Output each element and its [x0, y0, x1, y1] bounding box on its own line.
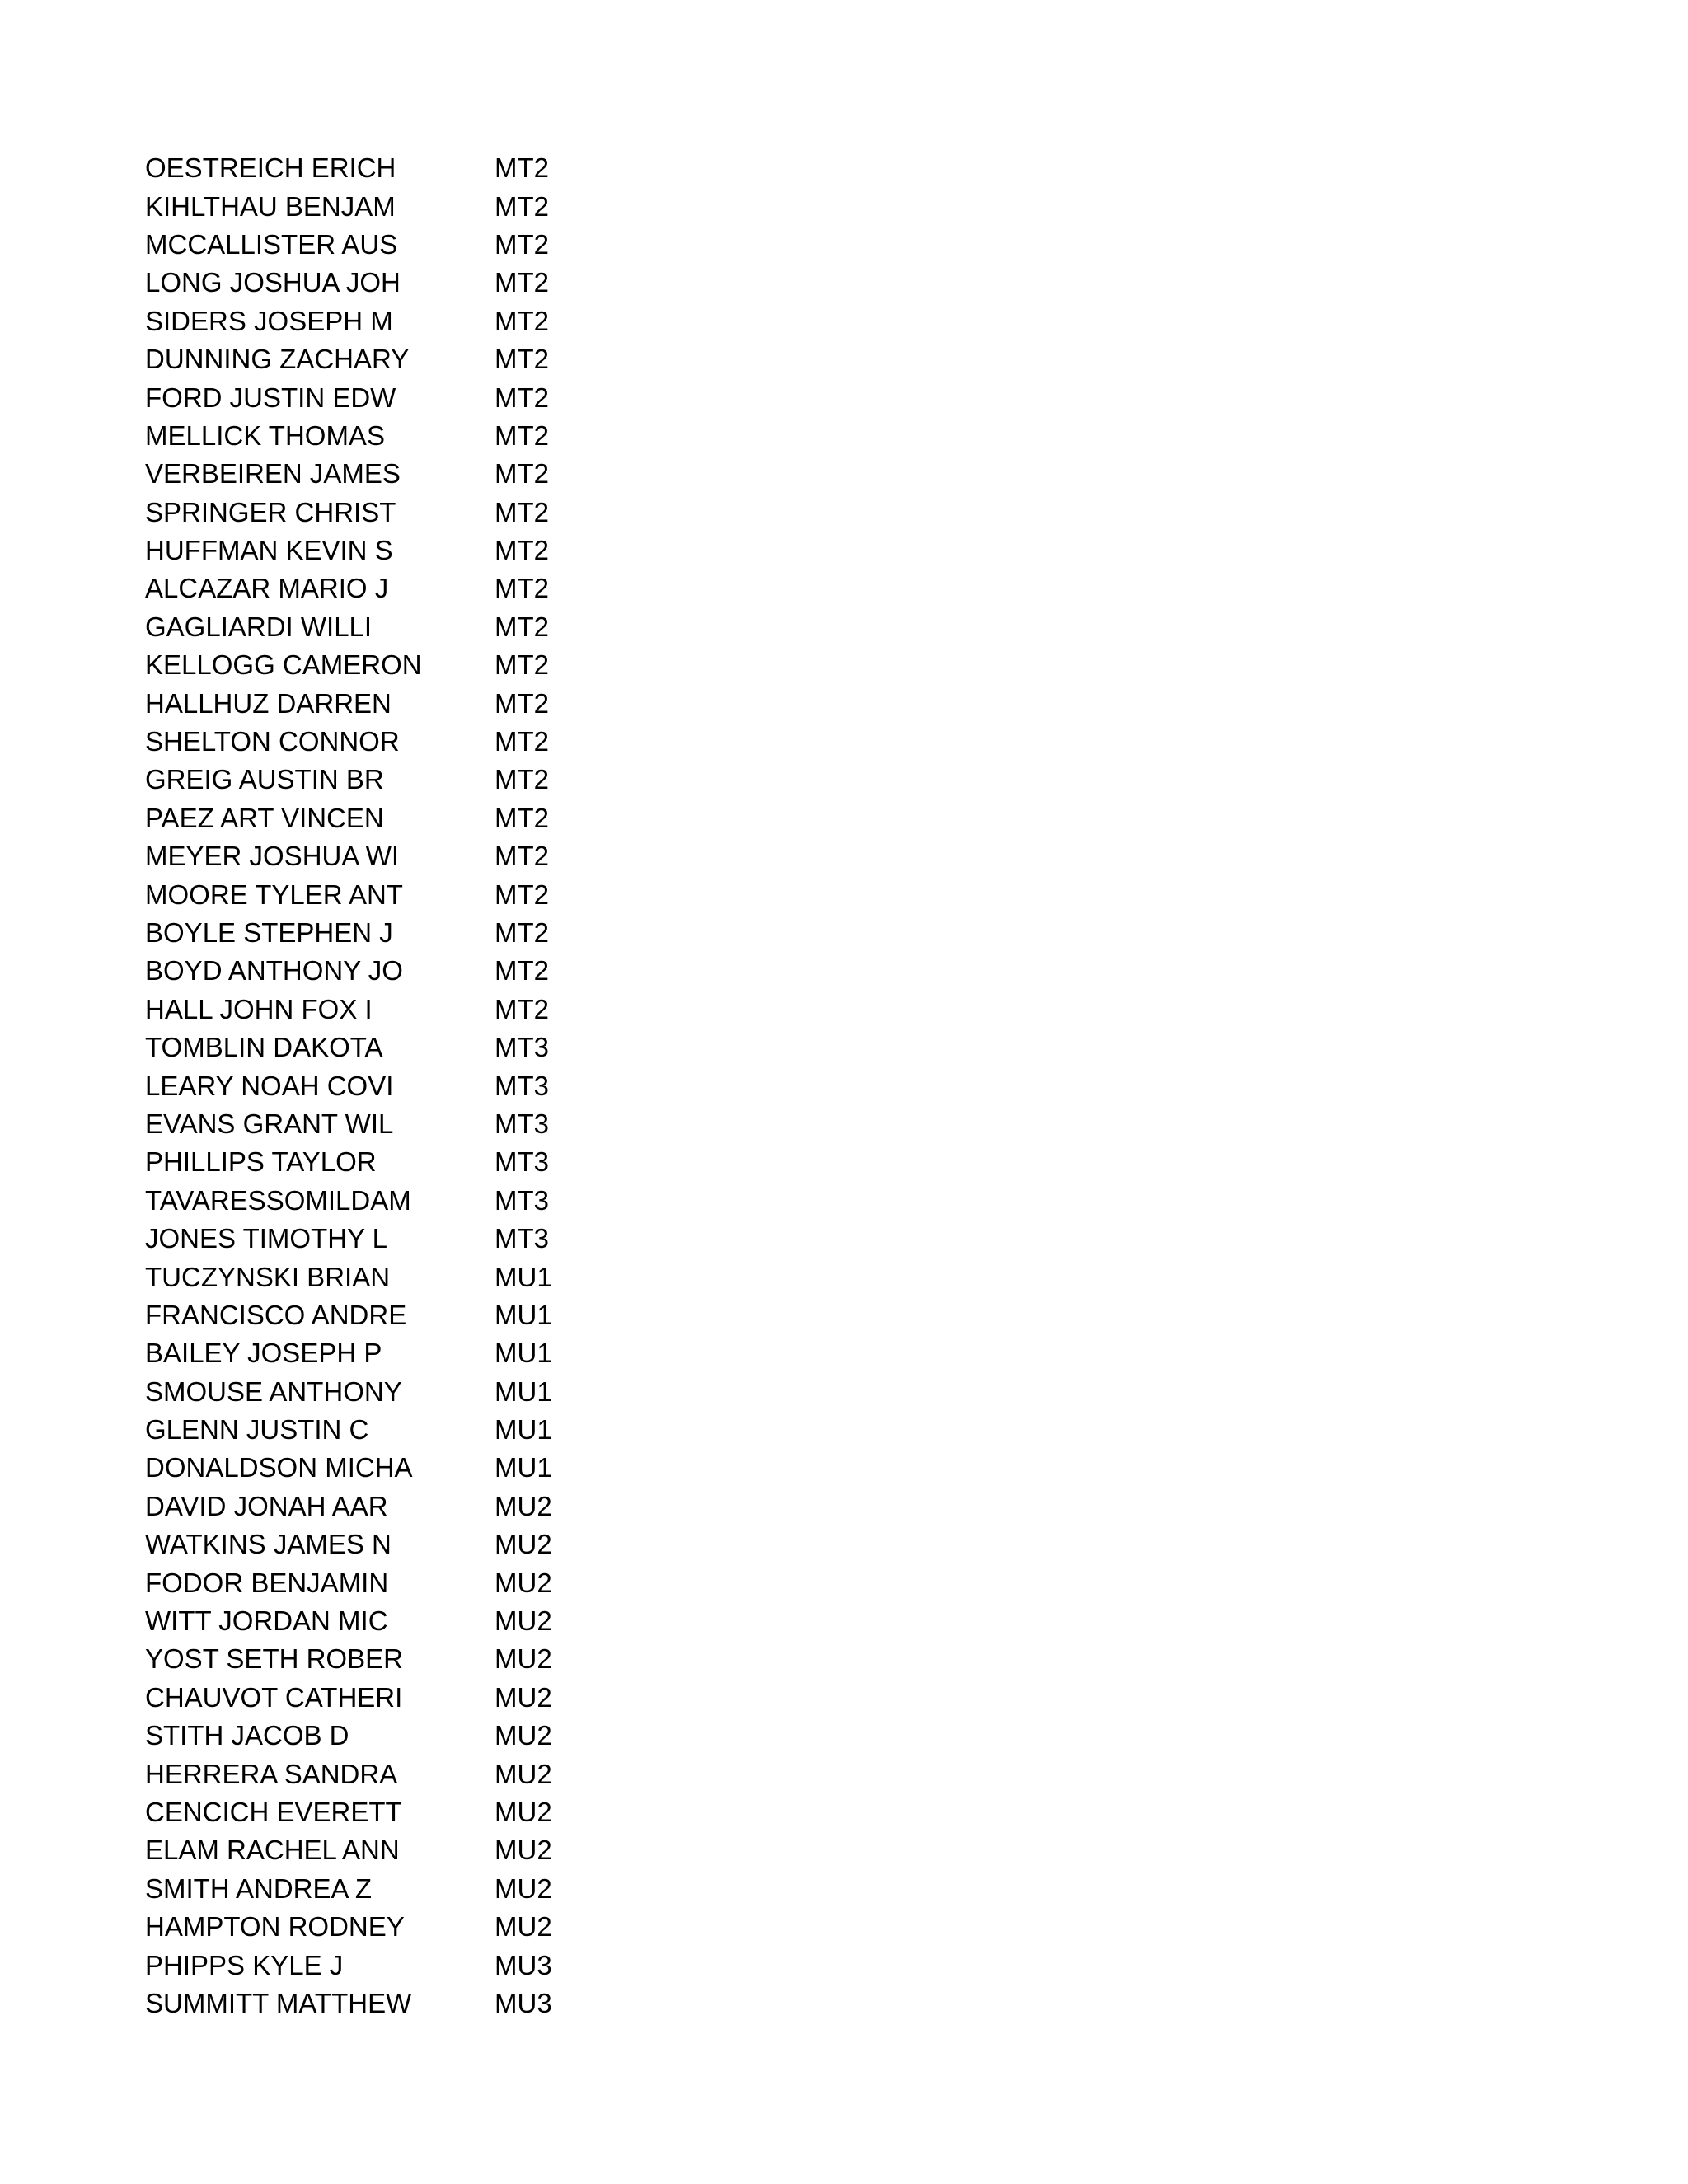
member-name: GREIG AUSTIN BR	[145, 764, 384, 795]
rate-code: MU2	[495, 1720, 552, 1751]
member-name: VERBEIREN JAMES	[145, 458, 401, 490]
roster-row	[145, 1373, 722, 1411]
member-name: DAVID JONAH AAR	[145, 1490, 388, 1521]
roster-row	[145, 569, 722, 607]
rate-code: MT2	[495, 228, 549, 260]
member-name: BOYLE STEPHEN J	[145, 917, 393, 948]
member-name: HUFFMAN KEVIN S	[145, 535, 393, 566]
rate-code: MT2	[495, 764, 549, 795]
roster-row	[145, 646, 722, 684]
member-name: YOST SETH ROBER	[145, 1643, 403, 1675]
member-name: OESTREICH ERICH	[145, 152, 396, 184]
member-name: BAILEY JOSEPH P	[145, 1338, 382, 1369]
roster-row	[145, 799, 722, 837]
rate-code: MT2	[495, 458, 549, 490]
member-name: ELAM RACHEL ANN	[145, 1835, 400, 1866]
rate-code: MT2	[495, 841, 549, 872]
member-name: PHILLIPS TAYLOR	[145, 1146, 377, 1178]
roster-row	[145, 1526, 722, 1563]
roster-row	[145, 1946, 722, 1984]
rate-code: MT2	[495, 267, 549, 298]
roster-row	[145, 302, 722, 340]
roster-row	[145, 187, 722, 225]
member-name: HALL JOHN FOX I	[145, 993, 373, 1024]
roster-row	[145, 378, 722, 416]
rate-code: MT2	[495, 955, 549, 987]
member-name: SHELTON CONNOR	[145, 726, 400, 757]
member-name: GLENN JUSTIN C	[145, 1414, 369, 1446]
roster-row	[145, 1488, 722, 1526]
member-name: DUNNING ZACHARY	[145, 344, 410, 375]
roster-row	[145, 1334, 722, 1372]
rate-code: MU2	[495, 1490, 552, 1521]
rate-code: MU2	[495, 1567, 552, 1598]
rate-code: MU2	[495, 1681, 552, 1713]
member-name: JONES TIMOTHY L	[145, 1223, 388, 1254]
roster-row	[145, 494, 722, 532]
rate-code: MU2	[495, 1758, 552, 1789]
roster-row	[145, 1411, 722, 1449]
member-name: FODOR BENJAMIN	[145, 1567, 389, 1598]
roster-row	[145, 1640, 722, 1678]
roster-row	[145, 1870, 722, 1908]
rate-code: MT3	[495, 1146, 549, 1178]
member-name: HALLHUZ DARREN	[145, 687, 392, 719]
roster-row	[145, 149, 722, 187]
roster-row	[145, 914, 722, 952]
roster-row	[145, 875, 722, 913]
roster-row	[145, 1831, 722, 1869]
rate-code: MU1	[495, 1299, 552, 1330]
member-name: HERRERA SANDRA	[145, 1758, 398, 1789]
rate-code: MU2	[495, 1643, 552, 1675]
rate-code: MU2	[495, 1835, 552, 1866]
roster-row	[145, 1602, 722, 1640]
roster-row	[145, 952, 722, 990]
rate-code: MT2	[495, 305, 549, 336]
member-name: CENCICH EVERETT	[145, 1796, 402, 1827]
member-name: TUCZYNSKI BRIAN	[145, 1261, 391, 1292]
rate-code: MT2	[495, 802, 549, 833]
roster-row	[145, 1143, 722, 1181]
member-name: MELLICK THOMAS	[145, 419, 385, 451]
member-name: SMOUSE ANTHONY	[145, 1376, 402, 1407]
roster-row	[145, 991, 722, 1029]
rate-code: MU2	[495, 1911, 552, 1943]
roster-row	[145, 1182, 722, 1220]
rate-code: MU2	[495, 1529, 552, 1560]
rate-code: MT2	[495, 573, 549, 604]
rate-code: MT2	[495, 879, 549, 910]
rate-code: MT2	[495, 649, 549, 681]
member-name: KIHLTHAU BENJAM	[145, 190, 396, 222]
member-name: CHAUVOT CATHERI	[145, 1681, 403, 1713]
rate-code: MU3	[495, 1987, 552, 2018]
member-name: PHIPPS KYLE J	[145, 1949, 344, 1980]
rate-code: MU2	[495, 1796, 552, 1827]
roster-row	[145, 1985, 722, 2022]
roster-row	[145, 723, 722, 761]
member-name: DONALDSON MICHA	[145, 1452, 413, 1483]
member-name: FRANCISCO ANDRE	[145, 1299, 407, 1330]
member-name: LEARY NOAH COVI	[145, 1070, 394, 1101]
rate-code: MU1	[495, 1376, 552, 1407]
rate-code: MT2	[495, 152, 549, 184]
rate-code: MT3	[495, 1223, 549, 1254]
roster-row	[145, 1563, 722, 1601]
rate-code: MU3	[495, 1949, 552, 1980]
member-name: GAGLIARDI WILLI	[145, 611, 373, 642]
rate-code: MT2	[495, 190, 549, 222]
member-name: TOMBLIN DAKOTA	[145, 1032, 383, 1063]
rate-code: MT3	[495, 1184, 549, 1216]
member-name: SMITH ANDREA Z	[145, 1872, 373, 1904]
rate-code: MT2	[495, 726, 549, 757]
member-name: MCCALLISTER AUS	[145, 228, 398, 260]
member-name: TAVARESSOMILDAM	[145, 1184, 411, 1216]
member-name: EVANS GRANT WIL	[145, 1108, 394, 1139]
roster-row	[145, 1258, 722, 1296]
roster-row	[145, 1220, 722, 1258]
roster-row	[145, 532, 722, 569]
roster-row	[145, 1066, 722, 1104]
roster-row	[145, 264, 722, 302]
member-name: HAMPTON RODNEY	[145, 1911, 405, 1943]
rate-code: MT3	[495, 1032, 549, 1063]
roster-row	[145, 1449, 722, 1487]
rate-code: MT2	[495, 687, 549, 719]
roster-row	[145, 455, 722, 493]
roster-row	[145, 1029, 722, 1066]
member-name: MEYER JOSHUA WI	[145, 841, 400, 872]
rate-code: MT2	[495, 496, 549, 527]
roster-row	[145, 1717, 722, 1755]
roster-row	[145, 340, 722, 378]
roster-row	[145, 1679, 722, 1717]
member-name: FORD JUSTIN EDW	[145, 382, 396, 413]
roster-row	[145, 1755, 722, 1793]
rate-code: MT2	[495, 344, 549, 375]
roster-row	[145, 1105, 722, 1143]
rate-code: MT2	[495, 917, 549, 948]
rate-code: MT2	[495, 535, 549, 566]
rate-code: MU2	[495, 1872, 552, 1904]
rate-code: MT2	[495, 419, 549, 451]
member-name: SIDERS JOSEPH M	[145, 305, 393, 336]
rate-code: MU1	[495, 1414, 552, 1446]
rate-code: MU2	[495, 1605, 552, 1637]
member-name: SPRINGER CHRIST	[145, 496, 396, 527]
roster-row	[145, 1296, 722, 1334]
rate-code: MU1	[495, 1338, 552, 1369]
rate-code: MT2	[495, 993, 549, 1024]
roster-row	[145, 837, 722, 875]
member-name: WATKINS JAMES N	[145, 1529, 392, 1560]
member-name: MOORE TYLER ANT	[145, 879, 403, 910]
roster-row	[145, 417, 722, 455]
roster-row	[145, 608, 722, 646]
member-name: LONG JOSHUA JOH	[145, 267, 401, 298]
rate-code: MT3	[495, 1108, 549, 1139]
roster-row	[145, 226, 722, 264]
rate-code: MT2	[495, 382, 549, 413]
roster-row	[145, 1793, 722, 1831]
rate-code: MU1	[495, 1261, 552, 1292]
member-name: PAEZ ART VINCEN	[145, 802, 384, 833]
member-name: BOYD ANTHONY JO	[145, 955, 403, 987]
roster-row	[145, 684, 722, 722]
rate-code: MU1	[495, 1452, 552, 1483]
rate-code: MT3	[495, 1070, 549, 1101]
member-name: WITT JORDAN MIC	[145, 1605, 388, 1637]
member-name: KELLOGG CAMERON	[145, 649, 422, 681]
member-name: STITH JACOB D	[145, 1720, 349, 1751]
roster-row	[145, 761, 722, 799]
member-name: SUMMITT MATTHEW	[145, 1987, 412, 2018]
roster-row	[145, 1908, 722, 1946]
rate-code: MT2	[495, 611, 549, 642]
roster-list	[145, 149, 722, 2022]
member-name: ALCAZAR MARIO J	[145, 573, 389, 604]
